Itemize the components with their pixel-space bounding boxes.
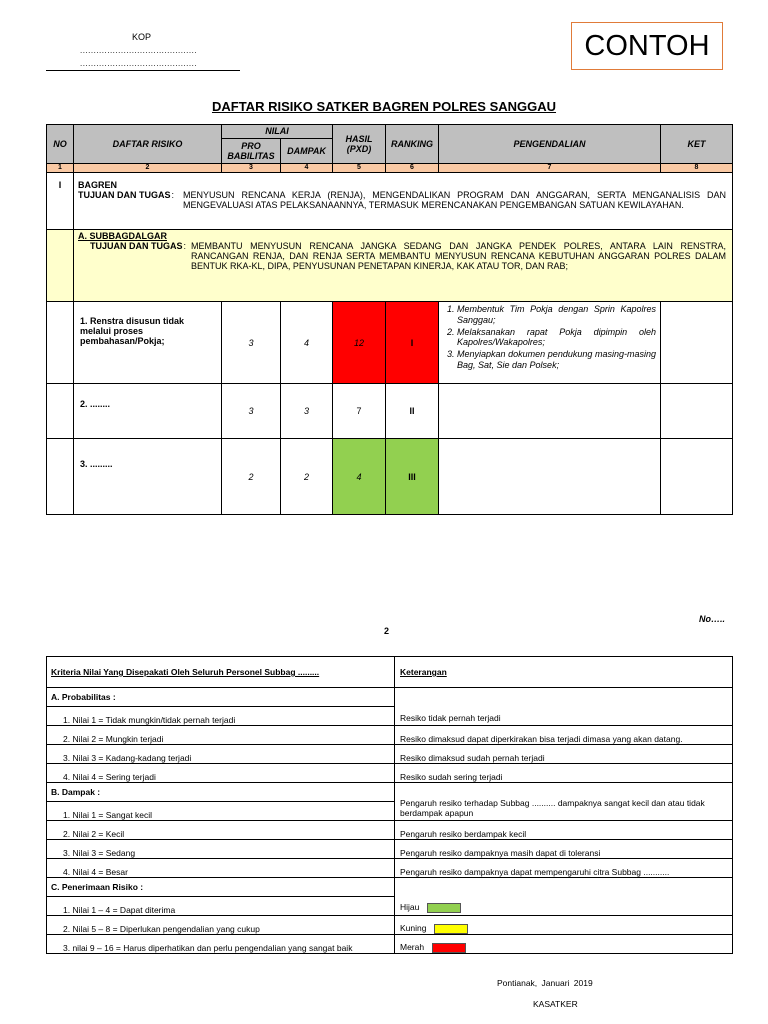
tujuan-label: TUJUAN DAN TUGAS (78, 190, 171, 200)
subsection-name: A. SUBBAGDALGAR (78, 231, 167, 241)
keterangan-cell: Resiko tidak pernah terjadi (395, 688, 733, 726)
subsection-tujuan (78, 241, 726, 271)
page-number: 2 (384, 626, 390, 636)
risk-no-cell (47, 302, 74, 384)
column-number: 6 (386, 164, 439, 173)
column-number: 5 (333, 164, 386, 173)
criteria-cell: 3. Nilai 3 = Sedang (47, 840, 395, 859)
criteria-cell: 1. Nilai 1 = Tidak mungkin/tidak pernah terjadi (47, 707, 395, 726)
contoh-stamp: CONTOH (571, 22, 723, 70)
header-ket: KET (661, 125, 733, 164)
criteria-cell: 4. Nilai 4 = Sering terjadi (47, 764, 395, 783)
section-subbagdalgar (74, 230, 733, 302)
risk-label: 3. ......... (74, 439, 222, 515)
risk-label: 1. Renstra disusun tidak melalui proses pembahasan/Pokja; (74, 302, 222, 384)
keterangan-cell: Pengaruh resiko berdampak kecil (395, 821, 733, 840)
colon: : (183, 241, 187, 251)
green-swatch (427, 903, 461, 913)
document-title: DAFTAR RISIKO SATKER BAGREN POLRES SANGGAU (211, 99, 557, 114)
color-label: Kuning (400, 923, 427, 934)
header-ranking: RANKING (386, 125, 439, 164)
yellow-swatch (434, 924, 468, 934)
risk-pengendalian (439, 439, 661, 515)
risk-dampak: 4 (281, 302, 333, 384)
pengendalian-item: 2. Melaksanakan rapat Pokja dipimpin oleh Kapolres/Wakapolres; (457, 327, 656, 349)
pengendalian-list (439, 302, 660, 371)
risk-dampak: 2 (281, 439, 333, 515)
kop-underline (46, 70, 240, 71)
keterangan-cell: Resiko dimaksud dapat diperkirakan bisa terjadi dimasa yang akan datang. (395, 726, 733, 745)
risk-hasil: 7 (333, 384, 386, 439)
criteria-cell: 4. Nilai 4 = Besar (47, 859, 395, 878)
section-name: BAGREN (78, 180, 118, 190)
criteria-cell: 3. Nilai 3 = Kadang-kadang terjadi (47, 745, 395, 764)
section-number: I (47, 173, 74, 230)
criteria-cell: 3. nilai 9 – 16 = Harus diperhatikan dan perlu pengendalian yang sangat baik (47, 935, 395, 954)
tujuan-text: MENYUSUN RENCANA KERJA (RENJA), MENGENDALIKAN PROGRAM DAN ANGGARAN, SERTA MENGANALISIS DAN MENGEVALUASI ATAS PELAKSANAANNYA, TERMASUK MERENCANAKAN PENGEMBANGAN SATUAN KEWILAYAHAN. (183, 190, 726, 210)
risk-label: 2. ........ (74, 384, 222, 439)
column-number: 1 (47, 164, 74, 173)
keterangan-cell: Pengaruh resiko dampaknya dapat mempengaruhi citra Subbag ........... (395, 859, 733, 878)
risk-dampak: 3 (281, 384, 333, 439)
risk-probabilitas: 3 (222, 302, 281, 384)
column-number: 7 (439, 164, 661, 173)
risk-ranking: I (386, 302, 439, 384)
keterangan-header: Keterangan (395, 657, 733, 688)
column-number: 4 (281, 164, 333, 173)
risk-probabilitas: 3 (222, 384, 281, 439)
header-pengendalian: PENGENDALIAN (439, 125, 661, 164)
color-label: Hijau (400, 902, 420, 913)
risk-no-cell (47, 384, 74, 439)
kop-dotted-line: ........................................... (80, 59, 198, 68)
header-no: NO (47, 125, 74, 164)
signatory-position: KASATKER (533, 999, 578, 1009)
kop-label: KOP (132, 32, 152, 42)
pengendalian-item: 1. Membentuk Tim Pokja dengan Sprin Kapolres Sanggau; (457, 304, 656, 326)
header-dampak: DAMPAK (281, 139, 333, 164)
header-daftar-risiko: DAFTAR RISIKO (74, 125, 222, 164)
tujuan-text: MEMBANTU MENYUSUN RENCANA JANGKA SEDANG DAN JANGKA PENDEK POLRES, ANTARA LAIN RENSTRA, RANCANGAN RENJA, DAN RENJA SERTA MEMBANTU MENYUSUN RENCANA KEBUTUHAN ANGGARAN POLRES DALAM BENTUK RKA-KL, DIPA, PENYUSUNAN PENETAPAN KINERJA, KAK ATAU TOR, DAN RAB; (191, 241, 726, 271)
tujuan-label: TUJUAN DAN TUGAS (90, 241, 183, 251)
probabilitas-title: A. Probabilitas : (47, 688, 395, 707)
keterangan-cell: Pengaruh resiko dampaknya masih dapat di toleransi (395, 840, 733, 859)
section-bagren (74, 173, 733, 230)
risk-pengendalian (439, 384, 661, 439)
column-number: 8 (661, 164, 733, 173)
keterangan-cell: Pengaruh resiko terhadap Subbag .......... dampaknya sangat kecil dan atau tidak berdampak apapun (395, 783, 733, 821)
subsection-blank (47, 230, 74, 302)
risk-register-table (46, 124, 733, 515)
risk-ket (661, 302, 733, 384)
criteria-cell: 2. Nilai 2 = Mungkin terjadi (47, 726, 395, 745)
header-nilai: NILAI (222, 125, 333, 139)
red-swatch (432, 943, 466, 953)
criteria-cell: 2. Nilai 5 – 8 = Diperlukan pengendalian yang cukup (47, 916, 395, 935)
criteria-table (46, 656, 733, 954)
risk-ket (661, 439, 733, 515)
section-tujuan (78, 190, 726, 210)
header-hasil: HASIL (PXD) (333, 125, 386, 164)
criteria-header: Kriteria Nilai Yang Disepakati Oleh Seluruh Personel Subbag ......... (47, 657, 395, 688)
column-number: 2 (74, 164, 222, 173)
risk-ranking: III (386, 439, 439, 515)
penerimaan-title: C. Penerimaan Risiko : (47, 878, 395, 897)
risk-hasil: 12 (333, 302, 386, 384)
keterangan-cell: Resiko dimaksud sudah pernah terjadi (395, 745, 733, 764)
risk-no-cell (47, 439, 74, 515)
risk-pengendalian (439, 302, 661, 384)
color-legend-cell (395, 878, 733, 916)
color-label: Merah (400, 942, 425, 953)
colon: : (171, 190, 175, 200)
risk-hasil: 4 (333, 439, 386, 515)
criteria-cell: 1. Nilai 1 – 4 = Dapat diterima (47, 897, 395, 916)
column-number: 3 (222, 164, 281, 173)
keterangan-cell: Resiko sudah sering terjadi (395, 764, 733, 783)
criteria-cell: 1. Nilai 1 = Sangat kecil (47, 802, 395, 821)
continuation-no: No….. (699, 614, 725, 624)
color-legend-cell (395, 916, 733, 935)
place-date: Pontianak, Januari 2019 (497, 978, 593, 988)
color-legend-cell (395, 935, 733, 954)
dampak-title: B. Dampak : (47, 783, 395, 802)
risk-ket (661, 384, 733, 439)
criteria-cell: 2. Nilai 2 = Kecil (47, 821, 395, 840)
risk-ranking: II (386, 384, 439, 439)
header-probabilitas: PRO BABILITAS (222, 139, 281, 164)
risk-probabilitas: 2 (222, 439, 281, 515)
pengendalian-item: 3. Menyiapkan dokumen pendukung masing-masing Bag, Sat, Sie dan Polsek; (457, 349, 656, 371)
kop-dotted-line: ........................................... (80, 46, 198, 55)
